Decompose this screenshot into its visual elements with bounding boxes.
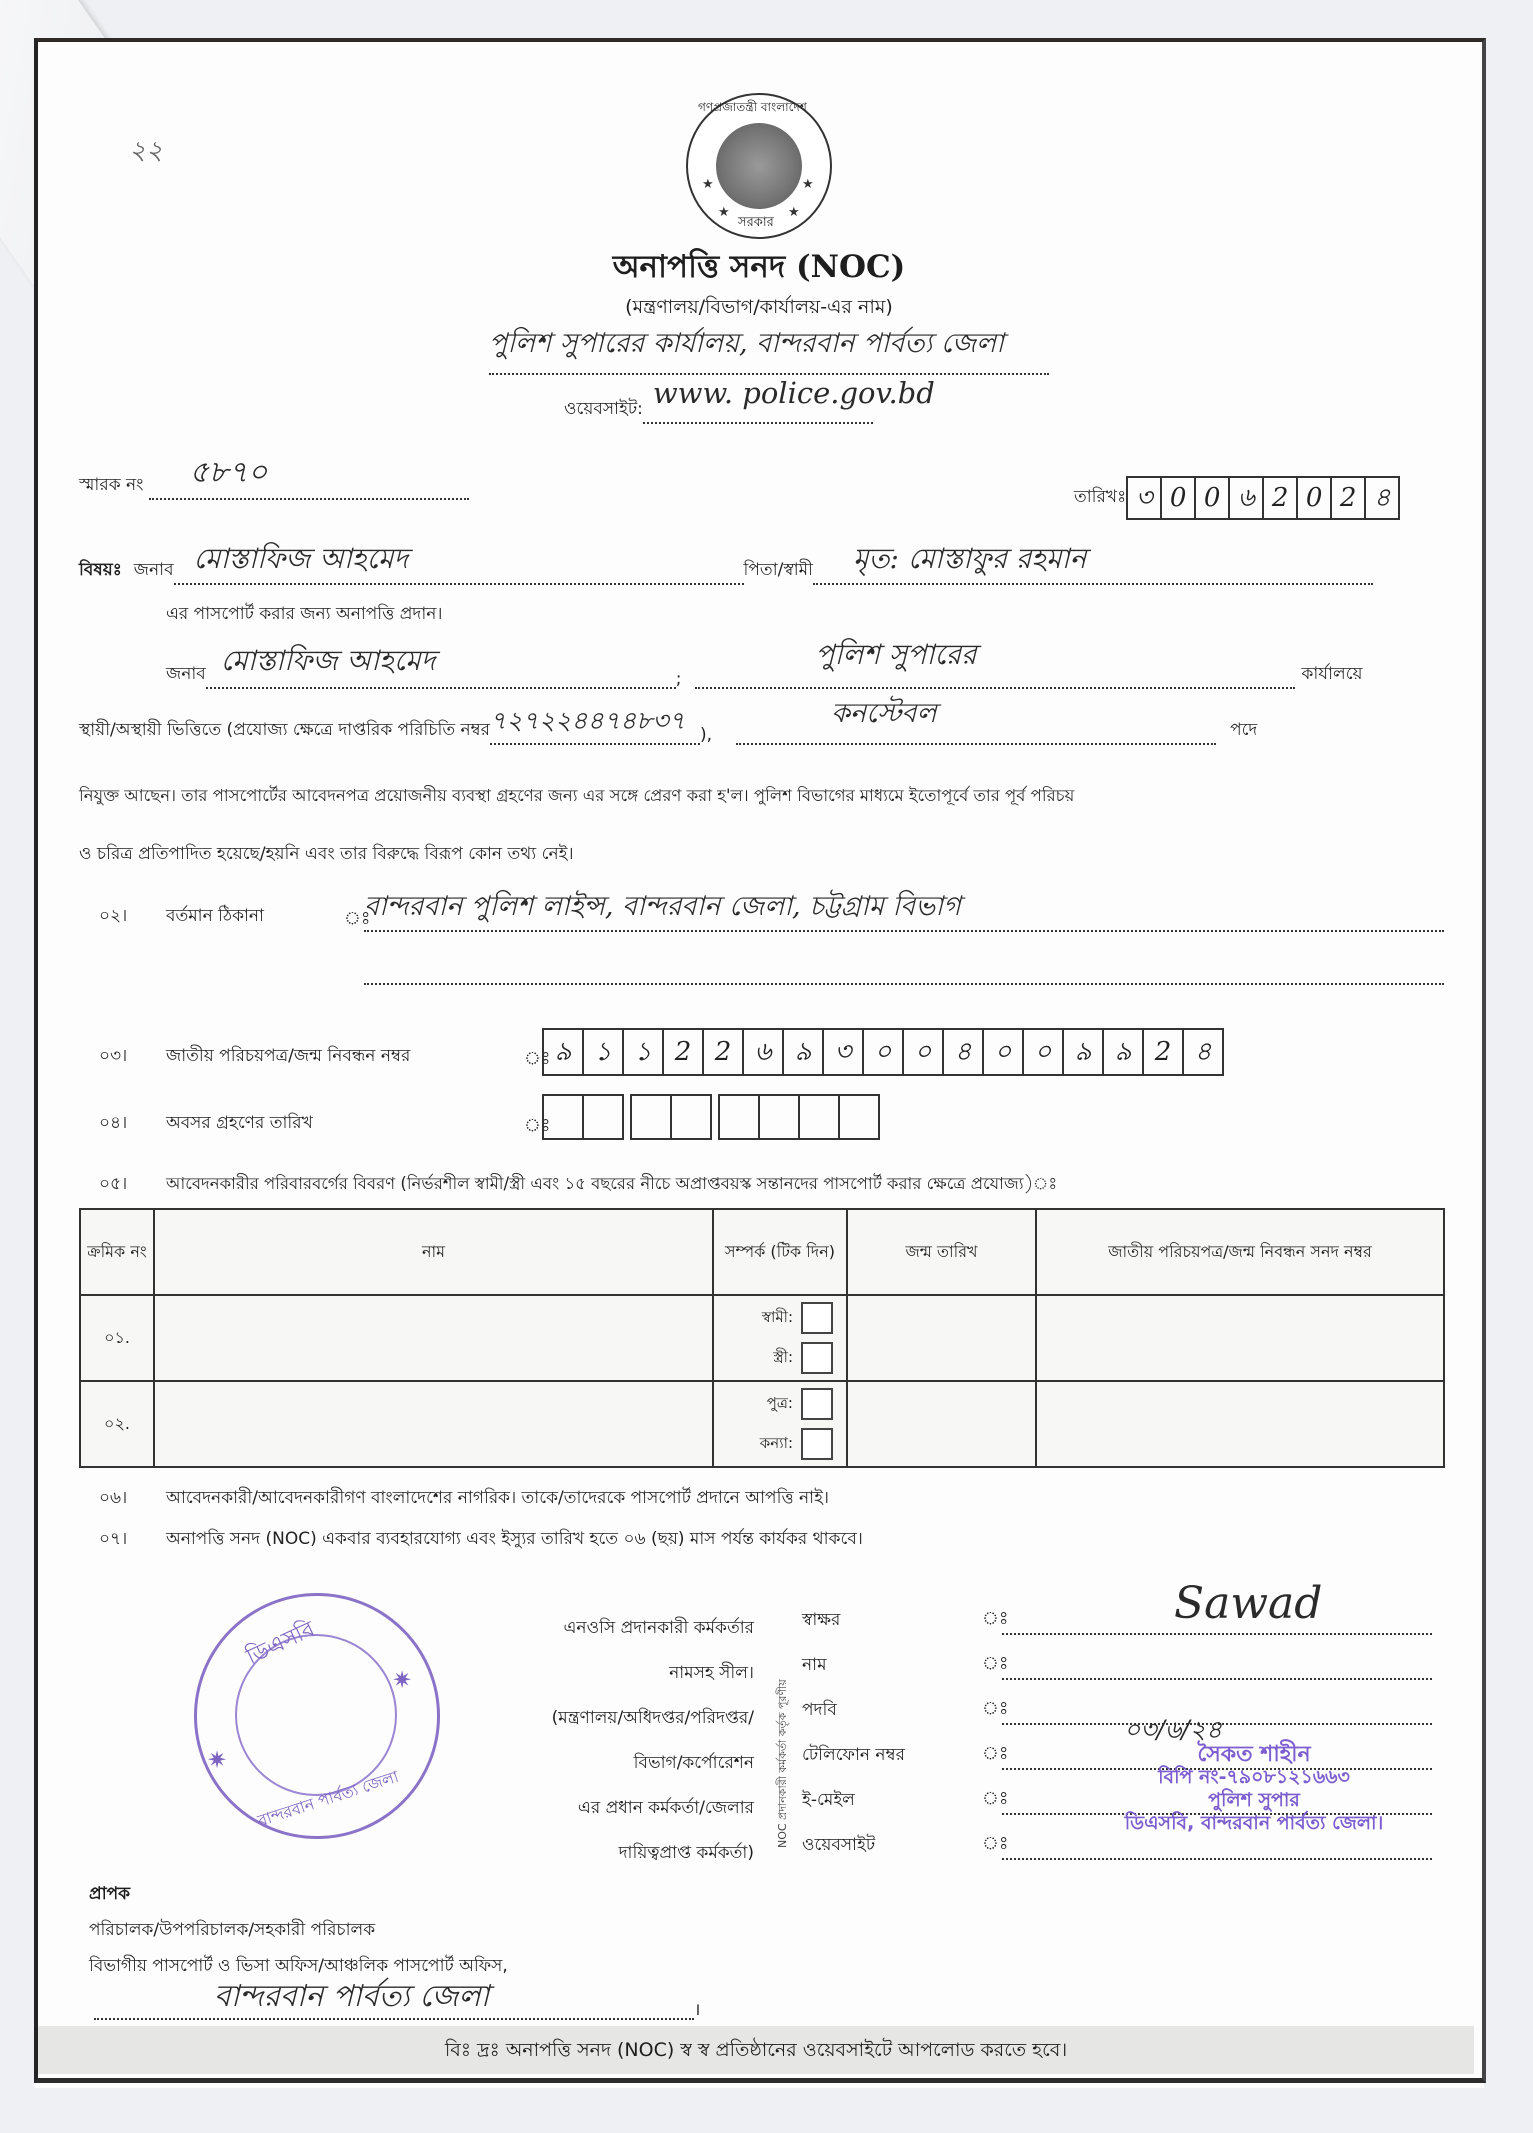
post-suffix: পদে bbox=[1230, 720, 1258, 740]
nid-digit-box[interactable]: ৩ bbox=[824, 1030, 864, 1074]
officer-line: দায়িত্বপ্রাপ্ত কর্মকর্তা) bbox=[618, 1843, 754, 1863]
official-id-close: ), bbox=[700, 725, 713, 745]
nid-digit-box[interactable]: ৪ bbox=[944, 1030, 984, 1074]
date-digit-box[interactable]: 0 bbox=[1196, 478, 1230, 518]
nid-digit-box[interactable]: ১ bbox=[624, 1030, 664, 1074]
family-table bbox=[79, 1208, 1445, 1468]
vertical-note: NOC প্রদানকারী কর্মকর্তা কর্তৃক পূরণীয় bbox=[776, 1679, 789, 1848]
col-nid: জাতীয় পরিচয়পত্র/জন্ম নিবন্ধন সনদ নম্বর bbox=[1036, 1209, 1444, 1295]
nid-digit-box[interactable]: 2 bbox=[704, 1030, 744, 1074]
body-row-2 bbox=[79, 698, 1454, 745]
document-title: অনাপত্তি সনদ (NOC) bbox=[612, 249, 906, 285]
officer-field-input[interactable] bbox=[1002, 1834, 1432, 1860]
family-table-header bbox=[80, 1209, 1444, 1295]
date-digit-box[interactable]: ৪ bbox=[1373, 483, 1391, 513]
stamp-name: সৈকত শাহীন bbox=[1197, 1742, 1311, 1767]
row-nid-cell[interactable] bbox=[1036, 1381, 1444, 1467]
star-icon: ★ bbox=[718, 205, 730, 220]
subject-line2: এর পাসপোর্ট করার জন্য অনাপত্তি প্রদান। bbox=[166, 604, 443, 624]
office-name-field[interactable] bbox=[489, 323, 1049, 375]
memo-field[interactable] bbox=[149, 455, 469, 500]
father-value: মৃত: মোস্তাফুর রহমান bbox=[852, 542, 1087, 575]
date-label: তারিখঃ bbox=[1074, 487, 1127, 507]
website-row bbox=[564, 376, 935, 424]
nid-digit-box[interactable]: ১ bbox=[584, 1030, 624, 1074]
memo-row bbox=[79, 455, 469, 500]
official-id-field[interactable] bbox=[490, 703, 700, 745]
recipient-line2: বিভাগীয় পাসপোর্ট ও ভিসা অফিস/আঞ্চলিক পাসপোর্ট অফিস, bbox=[89, 1956, 508, 1976]
office-suffix: কার্যালয়ে bbox=[1301, 664, 1363, 684]
address-label: বর্তমান ঠিকানা bbox=[166, 906, 264, 926]
officer-field-label: টেলিফোন নম্বর bbox=[802, 1745, 905, 1765]
memo-value: ৫৮৭০ bbox=[189, 455, 268, 490]
nid-digit-box[interactable]: ৪ bbox=[1194, 1037, 1212, 1067]
officer-description bbox=[414, 1606, 754, 1876]
family-section-label: আবেদনকারীর পরিবারবর্গের বিবরণ (নির্ভরশীল স্বামী/স্ত্রী এবং ১৫ বছরের নীচে অপ্রাপ্তবয়স্ক সন্তানদের পাসপোর্ট করার ক্ষেত্রে প্রযোজ্য)ঃ bbox=[166, 1174, 1058, 1193]
row-birth-date-cell[interactable] bbox=[847, 1381, 1036, 1467]
item-02-number: ০২। bbox=[99, 906, 128, 926]
husband-checkbox[interactable] bbox=[801, 1302, 833, 1334]
retirement-label: অবসর গ্রহণের তারিখ bbox=[166, 1113, 313, 1133]
officer-field-colon: ঃ bbox=[982, 1608, 1009, 1629]
government-emblem-icon bbox=[686, 93, 832, 239]
item-06-number: ০৬। bbox=[99, 1488, 128, 1508]
recipient-value-row bbox=[94, 1978, 700, 2020]
row-nid-cell[interactable] bbox=[1036, 1295, 1444, 1381]
address-field[interactable] bbox=[364, 886, 1444, 932]
row-serial: ০২. bbox=[80, 1381, 154, 1467]
star-icon: ★ bbox=[802, 177, 814, 192]
nid-colon: ঃ bbox=[524, 1048, 551, 1069]
seal-bottom-text: বান্দরবান পার্বত্য জেলা bbox=[255, 1766, 401, 1831]
signature: Sawad bbox=[1174, 1578, 1323, 1629]
subject-mr-label: জনাব bbox=[133, 560, 174, 580]
basis-text: স্থায়ী/অস্থায়ী ভিত্তিতে (প্রযোজ্য ক্ষেত্রে দাপ্তরিক পরিচিতি নম্বর bbox=[79, 720, 491, 740]
officer-field-label: স্বাক্ষর bbox=[802, 1610, 841, 1630]
date-digit-box[interactable]: 0 bbox=[1162, 478, 1196, 518]
body-mr-label: জনাব bbox=[166, 664, 206, 684]
relation-husband-label: স্বামী: bbox=[761, 1307, 793, 1326]
nid-digit-box[interactable]: ৬ bbox=[744, 1030, 784, 1074]
col-serial: ক্রমিক নং bbox=[80, 1209, 154, 1295]
daughter-checkbox[interactable] bbox=[801, 1428, 833, 1460]
emblem-top-text: গণপ্রজাতন্ত্রী বাংলাদেশ bbox=[698, 100, 807, 114]
date-boxes[interactable] bbox=[1126, 476, 1400, 520]
recipient-block bbox=[89, 1876, 508, 1984]
item-05-number: ০৫। bbox=[99, 1174, 128, 1194]
footer-note: বিঃ দ্রঃ অনাপত্তি সনদ (NOC) স্ব স্ব প্রতিষ্ঠানের ওয়েবসাইটে আপলোড করতে হবে। bbox=[38, 2026, 1474, 2074]
row-relation-cell bbox=[713, 1381, 847, 1467]
officer-field-colon: ঃ bbox=[982, 1788, 1009, 1809]
recipient-end: । bbox=[694, 2000, 701, 2020]
recipient-line1: পরিচালক/উপপরিচালক/সহকারী পরিচালক bbox=[89, 1920, 376, 1940]
emblem-center bbox=[716, 123, 802, 209]
officer-field-label: ওয়েবসাইট bbox=[802, 1835, 876, 1855]
nid-digit-box[interactable]: ০ bbox=[904, 1030, 944, 1074]
father-field[interactable] bbox=[813, 543, 1373, 585]
official-id-value: ৭২৭২২৪৪৭৪৮৩৭ bbox=[490, 706, 685, 735]
stamp-designation: পুলিশ সুপার bbox=[1208, 1789, 1300, 1811]
officer-stamp bbox=[1044, 1743, 1464, 1835]
nid-digit-box[interactable]: ৯ bbox=[1104, 1030, 1144, 1074]
subject-label: বিষয়ঃ bbox=[79, 560, 122, 580]
body-paragraph-line1: নিযুক্ত আছেন। তার পাসপোর্টের আবেদনপত্র প্রয়োজনীয় ব্যবস্থা গ্রহণের জন্য এর সঙ্গে প্রেরণ করা হ'ল। পুলিশ বিভাগের মাধ্যমে ইতোপূর্বে তার পূর্ব পরিচয় bbox=[79, 786, 1075, 805]
officer-field-row bbox=[802, 1590, 1452, 1635]
stamp-office: ডিএসবি, বান্দরবান পার্বত্য জেলা। bbox=[1124, 1812, 1384, 1834]
date-row bbox=[1074, 476, 1400, 520]
body-paragraph-line2: ও চরিত্র প্রতিপাদিত হয়েছে/হয়নি এবং তার বিরুদ্ধে বিরূপ কোন তথ্য নেই। bbox=[79, 844, 574, 864]
table-row bbox=[80, 1381, 1444, 1467]
row-serial: ০১. bbox=[80, 1295, 154, 1381]
subject-row bbox=[79, 543, 1449, 585]
website-value: www. police.gov.bd bbox=[652, 376, 935, 410]
body-name-field[interactable] bbox=[206, 643, 676, 689]
officer-field-row bbox=[802, 1635, 1452, 1680]
body-office-value: পুলিশ সুপারের bbox=[815, 638, 977, 671]
nid-digit-box[interactable]: ০ bbox=[864, 1030, 904, 1074]
date-digit-box[interactable]: 0 bbox=[1298, 478, 1332, 518]
officer-field-colon: ঃ bbox=[982, 1833, 1009, 1854]
row-birth-date-cell[interactable] bbox=[847, 1295, 1036, 1381]
nid-label: জাতীয় পরিচয়পত্র/জন্ম নিবন্ধন নম্বর bbox=[166, 1046, 411, 1066]
stamp-bp-number: বিপি নং-৭৯০৮১২১৬৬৩ bbox=[1158, 1766, 1350, 1788]
nid-boxes[interactable] bbox=[542, 1028, 1224, 1076]
officer-line: এনওসি প্রদানকারী কর্মকর্তার bbox=[563, 1618, 754, 1638]
date-digit-box[interactable]: 2 bbox=[1332, 478, 1366, 518]
officer-line: (মন্ত্রণালয়/অধিদপ্তর/পরিদপ্তর/ bbox=[551, 1708, 754, 1728]
col-relation: সম্পর্ক (টিক দিন) bbox=[713, 1209, 847, 1295]
item-03-number: ০৩। bbox=[99, 1046, 128, 1066]
officer-line: বিভাগ/কর্পোরেশন bbox=[633, 1753, 754, 1773]
nid-digit-box[interactable]: 2 bbox=[664, 1030, 704, 1074]
star-icon: ✷ bbox=[392, 1666, 413, 1694]
officer-line: নামসহ সীল। bbox=[669, 1663, 754, 1683]
recipient-value: বান্দরবান পার্বত্য জেলা bbox=[214, 1979, 490, 2014]
row-relation-cell bbox=[713, 1295, 847, 1381]
relation-son-label: পুত্র: bbox=[766, 1393, 793, 1412]
citizenship-statement: আবেদনকারী/আবেদনকারীগণ বাংলাদেশের নাগরিক। তাকে/তাদেরকে পাসপোর্ট প্রদানে আপত্তি নাই। bbox=[166, 1488, 830, 1508]
retirement-colon: ঃ bbox=[524, 1115, 551, 1136]
col-birth-date: জন্ম তারিখ bbox=[847, 1209, 1036, 1295]
body-row-1: জনাব মোস্তাফিজ আহমেদ ; পুলিশ সুপারের কার্যালয়ে bbox=[166, 643, 1451, 689]
officer-field-colon: ঃ bbox=[982, 1743, 1009, 1764]
son-checkbox[interactable] bbox=[801, 1388, 833, 1420]
emblem-bottom-text: সরকার bbox=[738, 215, 774, 230]
sign-date: ০৩/৬/২৪ bbox=[1124, 1715, 1223, 1744]
officer-field-label: পদবি bbox=[802, 1700, 837, 1720]
memo-label: স্মারক নং bbox=[79, 475, 144, 495]
office-name-value: পুলিশ সুপারের কার্যালয়, বান্দরবান পার্বত্য জেলা bbox=[489, 328, 1004, 359]
margin-note: ২২ bbox=[129, 136, 163, 166]
website-label: ওয়েবসাইট: bbox=[564, 399, 643, 419]
nid-digit-box[interactable]: ০ bbox=[984, 1030, 1024, 1074]
relation-wife-label: স্ত্রী: bbox=[773, 1347, 793, 1366]
nid-digit-box[interactable]: ০ bbox=[1024, 1030, 1064, 1074]
officer-field-input[interactable] bbox=[1002, 1654, 1432, 1680]
body-name-value: মোস্তাফিজ আহমেদ bbox=[220, 644, 436, 677]
address-colon: ঃ bbox=[344, 908, 371, 929]
date-digit-box[interactable]: ৬ bbox=[1230, 478, 1264, 518]
recipient-field[interactable] bbox=[94, 1978, 694, 2020]
recipient-label: প্রাপক bbox=[89, 1884, 131, 1904]
noc-document bbox=[34, 38, 1484, 2088]
validity-statement: অনাপত্তি সনদ (NOC) একবার ব্যবহারযোগ্য এবং ইস্যুর তারিখ হতে ০৬ (ছয়) মাস পর্যন্ত কার্যকর থাকবে। bbox=[166, 1529, 863, 1549]
subject-name-value: মোস্তাফিজ আহমেদ bbox=[193, 542, 409, 575]
row-name-cell[interactable] bbox=[154, 1381, 713, 1467]
nid-digit-box[interactable]: ৯ bbox=[544, 1030, 584, 1074]
item-07-number: ০৭। bbox=[99, 1529, 128, 1549]
star-icon: ★ bbox=[788, 205, 800, 220]
address-value: বান্দরবান পুলিশ লাইন্স, বান্দরবান জেলা, চট্টগ্রাম বিভাগ bbox=[364, 891, 961, 922]
star-icon: ✷ bbox=[207, 1746, 228, 1774]
item-04-number: ০৪। bbox=[99, 1113, 128, 1133]
star-icon: ★ bbox=[702, 177, 714, 192]
father-label: পিতা/স্বামী bbox=[743, 560, 813, 580]
document-subtitle: (মন্ত্রণালয়/বিভাগ/কার্যালয়-এর নাম) bbox=[625, 296, 893, 318]
date-digit-box[interactable]: ৩ bbox=[1128, 478, 1162, 518]
officer-field-colon: ঃ bbox=[982, 1698, 1009, 1719]
address-field-line2[interactable] bbox=[364, 953, 1444, 985]
website-field[interactable] bbox=[643, 376, 935, 424]
nid-digit-box[interactable]: ৯ bbox=[1064, 1030, 1104, 1074]
post-field[interactable] bbox=[736, 698, 1216, 745]
officer-field-label: নাম bbox=[802, 1655, 827, 1675]
retirement-date-boxes[interactable] bbox=[542, 1094, 880, 1140]
subject-name-field[interactable] bbox=[174, 543, 744, 585]
officer-field-label: ই-মেইল bbox=[802, 1790, 855, 1810]
table-row bbox=[80, 1295, 1444, 1381]
nid-digit-box[interactable]: ৯ bbox=[784, 1030, 824, 1074]
officer-line: এর প্রধান কর্মকর্তা/জেলার bbox=[577, 1798, 754, 1818]
seal-top-text: ডিএসবি bbox=[242, 1616, 319, 1671]
nid-digit-box[interactable]: 2 bbox=[1144, 1030, 1184, 1074]
wife-checkbox[interactable] bbox=[801, 1342, 833, 1374]
post-value: কনস্টেবল bbox=[831, 698, 937, 729]
col-name: নাম bbox=[154, 1209, 713, 1295]
office-seal-stamp bbox=[194, 1593, 440, 1839]
row-name-cell[interactable] bbox=[154, 1295, 713, 1381]
relation-daughter-label: কন্যা: bbox=[759, 1433, 793, 1452]
date-digit-box[interactable]: 2 bbox=[1264, 478, 1298, 518]
officer-field-colon: ঃ bbox=[982, 1653, 1009, 1674]
